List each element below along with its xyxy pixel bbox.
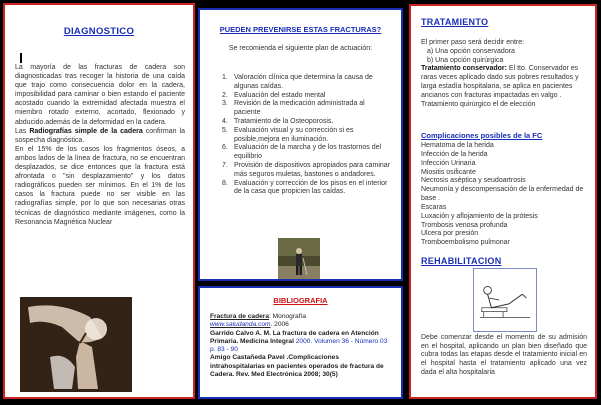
list-item: Luxación y aflojamiento de la prótesis bbox=[421, 212, 538, 220]
bib-entry-1: Fractura de cadera: Monografía www.saludanda.com. 2006 bbox=[210, 313, 307, 329]
option-b: b) Una opción quirúrgica bbox=[427, 56, 504, 64]
rehabilitacion-title: REHABILITACION bbox=[421, 256, 502, 266]
diagnostico-body bbox=[15, 63, 185, 227]
diagnostico-panel bbox=[3, 3, 195, 399]
elderly-walking-photo bbox=[278, 238, 320, 280]
list-item: Neumonía y descompensación de la enfermedad de base . bbox=[421, 186, 584, 203]
list-item: Necrosis aséptica y seudoartrosis bbox=[421, 177, 526, 185]
text-cursor bbox=[20, 53, 22, 63]
list-item: Infección de la herida bbox=[421, 150, 488, 158]
tratamiento-body bbox=[421, 39, 587, 109]
list-item: 1. Valoración clínica que determina la causa de algunas caídas. bbox=[222, 74, 373, 90]
complicaciones-title: Complicaciones posibles de la FC bbox=[421, 131, 543, 140]
list-item: Escaras bbox=[421, 203, 447, 211]
complicaciones-list bbox=[421, 142, 587, 248]
tratamiento-panel bbox=[409, 4, 597, 399]
prevencion-panel bbox=[198, 8, 403, 281]
bib-entry-2: Garrido Calvo A. M. La fractura de cadera en Atención Primaria. Medicina Integral 2000. Volumen 36 - Número 03 p. 83 - 90 bbox=[210, 329, 388, 354]
diagnostico-title: DIAGNOSTICO bbox=[63, 26, 135, 37]
bib-entry-3: Amigo Castañeda Pavel .Complicaciones intrahospitalarias en pacientes operados de fractura de Cadera. Rev. Med Electrónica 2008; 30(5) bbox=[210, 354, 384, 379]
bibliografia-panel bbox=[198, 286, 403, 399]
list-item: 6. Evaluación de la marcha y de los trastornos del equilibrio bbox=[222, 144, 382, 161]
list-item: Infección Urinaria bbox=[421, 159, 476, 167]
tratamiento-intro: El primer paso será decidir entre: bbox=[421, 39, 525, 46]
list-item: 3. Revisión de la medicación administrada al paciente bbox=[222, 100, 365, 117]
list-item: 4. Tratamiento de la Osteoporosis. bbox=[222, 117, 334, 125]
list-item: Tromboembolismo pulmonar bbox=[421, 239, 510, 247]
rehabilitacion-body: Debe comenzar desde el momento de su admisión en el hospital, aplicando un plan bien diseñado que cubra todas las etapas desde el tratamiento inicial en el hospital hasta el tratamiento aplicado una vez dada el alta hospitalaria bbox=[421, 334, 587, 376]
tratamiento-quirurgico: Tratamiento quirúrgico el de elección bbox=[421, 100, 536, 108]
diagnostico-paragraph-2: Las Radiografías simple de la cadera confirman la sospecha diagnóstica. bbox=[15, 127, 186, 144]
list-item: Miositis osificante bbox=[421, 168, 476, 176]
prevencion-title: PUEDEN PREVENIRSE ESTAS FRACTURAS? bbox=[219, 25, 382, 34]
radiografias-bold: Radiografías simple de la cadera bbox=[29, 127, 143, 135]
list-item: Ulcera por presión bbox=[421, 230, 479, 238]
option-a: a) Una opción conservadora bbox=[427, 47, 515, 55]
list-item: 7. Provisión de dispositivos apropiados para caminar más seguros muletas, bastones o andadores. bbox=[222, 161, 391, 178]
tratamiento-conservador: Tratamiento conservador: El tto. Conservador es raras veces aplicado dado sus pobres resultados y larga estadía hospitalaria, se aplica en pacientes ancianos con fracturas impactadas en valgo . bbox=[421, 65, 579, 99]
list-item: 2. Evaluación del estado mental bbox=[222, 91, 326, 99]
hip-xray-image bbox=[20, 297, 132, 392]
list-item: 8. Evaluación y corrección de los pisos en el interior de la casa que propicien las caídas. bbox=[222, 179, 388, 196]
bib-link[interactable]: www.saludanda.com bbox=[210, 321, 271, 329]
bibliografia-title: BIBLIOGRAFIA bbox=[273, 296, 328, 305]
list-item: 5. Evaluación visual y su corrección si es posible,mejora en iluminación. bbox=[222, 126, 354, 143]
tratamiento-title: TRATAMIENTO bbox=[421, 17, 489, 27]
list-item: Trombosis venosa profunda bbox=[421, 221, 508, 229]
prevencion-intro: Se recomienda el siguiente plan de actuación: bbox=[228, 45, 373, 52]
rehabilitation-illustration bbox=[473, 268, 537, 332]
bibliografia-body bbox=[210, 313, 393, 379]
list-item: Hematoma de la herida bbox=[421, 142, 494, 149]
diagnostico-paragraph-1: La mayoría de las fracturas de cadera son diagnosticadas tras recoger la historia de una caída que trajo como consecuencia dolor en la cadera, imposibilidad para caminar o bien estando el paciente acostado cuando la extremidad afectada muestra el miembro rotado externo, acortado, flexionado y abducido.además de la deformidad en la cadera. bbox=[15, 64, 185, 126]
prevencion-list bbox=[208, 74, 393, 197]
diagnostico-paragraph-3: En el 15% de los casos los fragmentos óseos, a ambos lados de la línea de fractura, no se encuentran desplazados, se dice entonces que la fractura está afrontada o "sin desplazamiento" y los datos radiográficos pueden ser mínimos. En el 1% de los casos la fractura puede no ser visible en las radiografías simple, por lo que son necesarias otras técnicas de diagnóstico mediante imágenes, como la Resonancia Magnética Nuclear bbox=[15, 145, 185, 226]
